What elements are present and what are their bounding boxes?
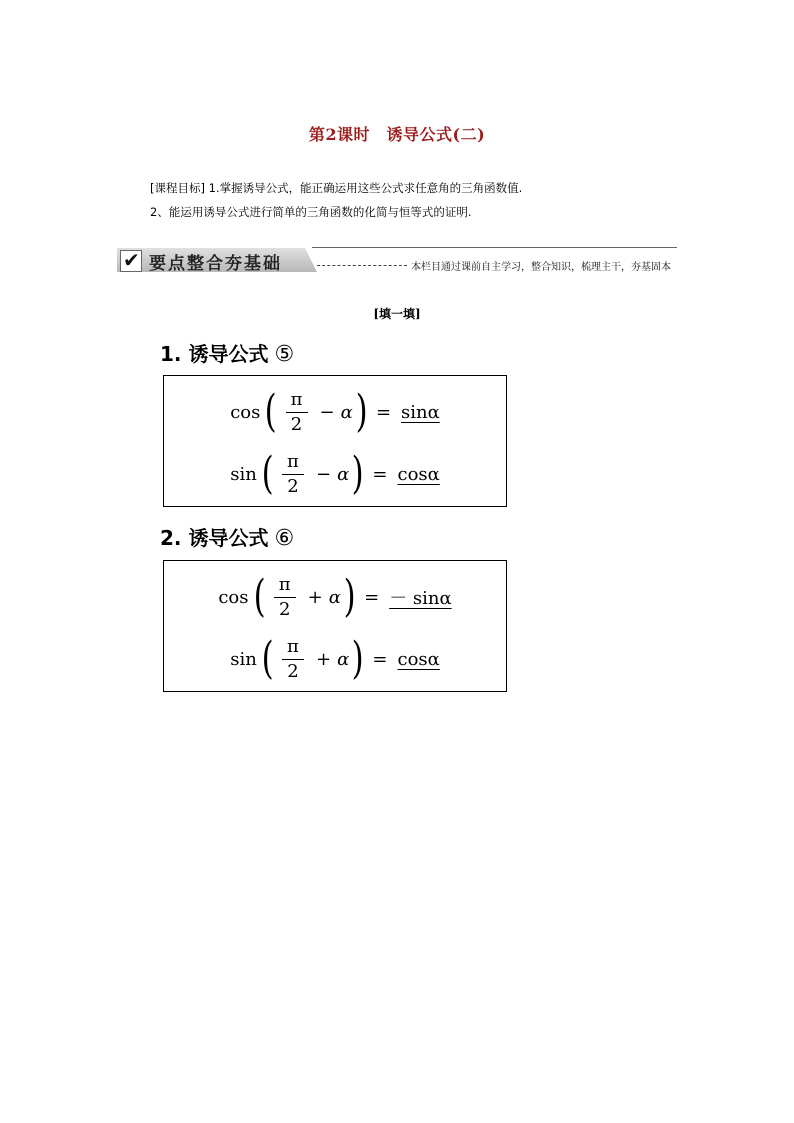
banner-dashed-rule [317,265,407,266]
operator: + [315,648,332,670]
section-2-heading-text: . 诱导公式 [173,526,269,550]
fraction-bar [282,659,304,660]
formula-row [164,569,506,625]
variable: α [337,463,350,485]
right-paren: ) [351,448,364,499]
formula-box-1 [163,375,507,507]
variable: α [340,401,353,423]
equals-sign: = [372,648,388,670]
formula-row [164,446,506,502]
fraction [286,390,308,435]
formula-box-2 [163,560,507,692]
fraction-bar [286,412,308,413]
function-name: cos [230,401,261,423]
function-name: sin [230,463,257,485]
denominator: 2 [287,475,299,497]
numerator: π [290,388,303,410]
answer: sinα [401,401,440,423]
section-2-number: 2 [160,526,174,550]
variable: α [328,586,341,608]
equals-sign: = [364,586,380,608]
fraction [282,637,304,682]
denominator: 2 [290,413,303,435]
banner-top-rule [312,247,677,248]
objective-line-2: 2、能运用诱导公式进行简单的三角函数的化简与恒等式的证明. [150,205,472,219]
left-paren: ( [261,448,274,499]
formula-row [164,631,506,687]
banner-label: 要点整合夯基础 [149,254,282,274]
course-objectives [150,176,690,224]
right-paren: ) [355,386,368,437]
check-box [120,250,142,272]
variable: α [337,648,350,670]
operator: − [315,463,332,485]
formula-row [164,384,506,440]
fraction [282,452,304,497]
denominator: 2 [278,598,291,620]
check-icon: ✔ [123,248,140,272]
fraction-bar [274,597,296,598]
answer: cosα [397,463,440,485]
numerator: π [278,573,291,595]
fill-in-label: [填一填] [373,307,421,321]
section-1-number: 1 [160,342,174,366]
operator: + [307,586,323,608]
fraction-bar [282,474,304,475]
section-1-heading-text: . 诱导公式 [173,342,269,366]
objective-line-1: [课程目标] 1.掌握诱导公式，能正确运用这些公式求任意角的三角函数值. [150,181,523,195]
section-1-heading [160,338,294,367]
page-title: 第2课时 诱导公式(二) [308,125,486,144]
function-name: sin [230,648,257,670]
banner-note: 本栏目通过课前自主学习，整合知识，梳理主干，夯基固本 [411,262,671,273]
equals-sign: = [375,401,392,423]
numerator: π [287,450,299,472]
left-paren: ( [253,571,266,622]
left-paren: ( [261,633,274,684]
function-name: cos [218,586,249,608]
right-paren: ) [343,571,356,622]
section-1-circled-number: ⑤ [274,342,295,367]
answer: － sinα [389,588,452,609]
equals-sign: = [372,463,388,485]
left-paren: ( [264,386,277,437]
numerator: π [287,635,299,657]
answer: cosα [397,648,440,670]
section-banner [117,247,677,273]
fraction [274,575,296,620]
right-paren: ) [351,633,364,684]
section-2-heading [160,522,294,551]
denominator: 2 [287,660,299,682]
section-2-circled-number: ⑥ [274,526,295,551]
operator: − [319,401,335,423]
